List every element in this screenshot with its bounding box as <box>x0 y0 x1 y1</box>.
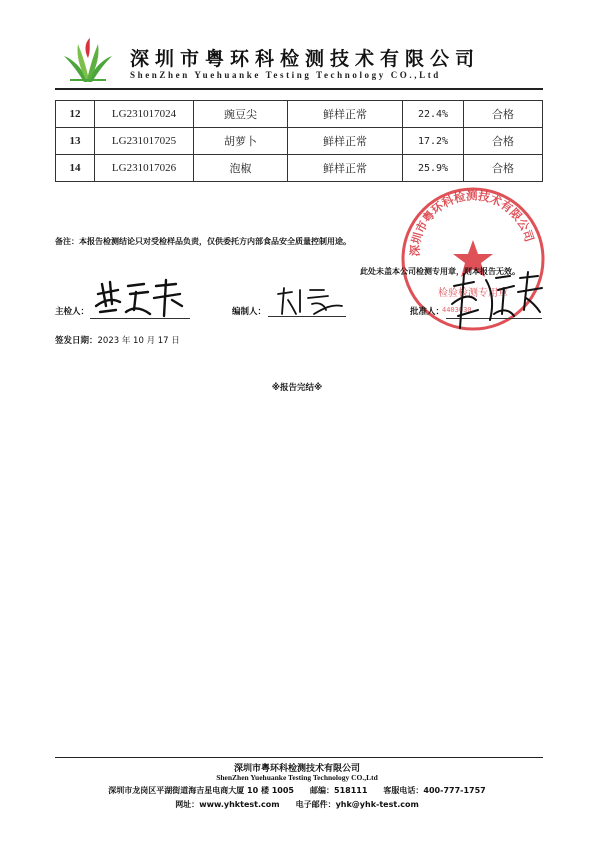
email-label: 电子邮件： <box>295 800 336 809</box>
row-number: 13 <box>56 128 95 155</box>
compiler-label: 编制人： <box>232 307 267 317</box>
test-result: 合格 <box>464 128 543 155</box>
svg-text:深圳市粤环科检测技术有限公司: 深圳市粤环科检测技术有限公司 <box>407 188 537 257</box>
test-result: 合格 <box>464 155 543 182</box>
test-value: 22.4% <box>403 101 464 128</box>
sample-name: 泡椒 <box>194 155 288 182</box>
footer-company-cn: 深圳市粤环科检测技术有限公司 <box>233 764 360 774</box>
test-value: 17.2% <box>403 128 464 155</box>
approver-label: 批准人： <box>410 307 445 317</box>
footer-divider <box>55 757 543 758</box>
issue-date-label: 签发日期： <box>55 336 98 346</box>
postcode-label: 邮编： <box>310 786 335 795</box>
footer-company-en: ShenZhen Yuehuanke Testing Technology CO.,Ltd <box>216 773 378 782</box>
compiler-signature <box>274 284 346 318</box>
test-result: 合格 <box>464 101 543 128</box>
results-table <box>55 100 543 182</box>
inspector-signature <box>92 276 188 320</box>
report-note: 备注：本报告检测结论只对受检样品负责，仅供委托方内部食品安全质量控制用途。 <box>55 237 351 246</box>
row-number: 14 <box>56 155 95 182</box>
sample-condition: 鲜样正常 <box>288 128 403 155</box>
sample-name: 豌豆尖 <box>194 101 288 128</box>
row-number: 12 <box>56 101 95 128</box>
svg-text:4403030: 4403030 <box>442 306 472 314</box>
phone-label: 客服电话： <box>383 786 424 795</box>
issue-date-value: 2023 年 10 月 17 日 <box>97 336 180 346</box>
report-end-mark: ※报告完结※ <box>271 383 323 393</box>
company-logo-icon <box>62 36 114 84</box>
sample-condition: 鲜样正常 <box>288 155 403 182</box>
inspector-label: 主检人： <box>55 307 90 317</box>
website-link[interactable]: www.yhktest.com <box>199 800 280 809</box>
sample-id: LG231017026 <box>95 155 194 182</box>
website-label: 网址： <box>175 800 200 809</box>
postcode: 518111 <box>334 786 368 795</box>
sample-condition: 鲜样正常 <box>288 101 403 128</box>
table-row <box>56 128 543 155</box>
email-link[interactable]: yhk@yhk-test.com <box>335 800 419 809</box>
phone: 400-777-1757 <box>423 786 486 795</box>
sample-name: 胡萝卜 <box>194 128 288 155</box>
table-row <box>56 101 543 128</box>
company-name-cn: 深圳市粤环科检测技术有限公司 <box>130 48 481 70</box>
issue-date <box>55 334 180 346</box>
footer-address: 深圳市龙岗区平湖街道海吉星电商大厦 10 楼 1005 <box>108 786 295 795</box>
test-value: 25.9% <box>403 155 464 182</box>
footer-contact-line <box>0 785 594 796</box>
sample-id: LG231017025 <box>95 128 194 155</box>
footer-web-line <box>0 799 594 810</box>
approver-signature <box>448 270 544 332</box>
svg-text:检验检测专用章: 检验检测专用章 <box>438 288 508 299</box>
company-name-en: ShenZhen Yuehuanke Testing Technology CO.,Ltd <box>130 70 441 80</box>
validity-statement: 此处未盖本公司检测专用章，则本报告无效。 <box>360 267 520 276</box>
sample-id: LG231017024 <box>95 101 194 128</box>
header-divider <box>55 88 543 90</box>
table-row <box>56 155 543 182</box>
